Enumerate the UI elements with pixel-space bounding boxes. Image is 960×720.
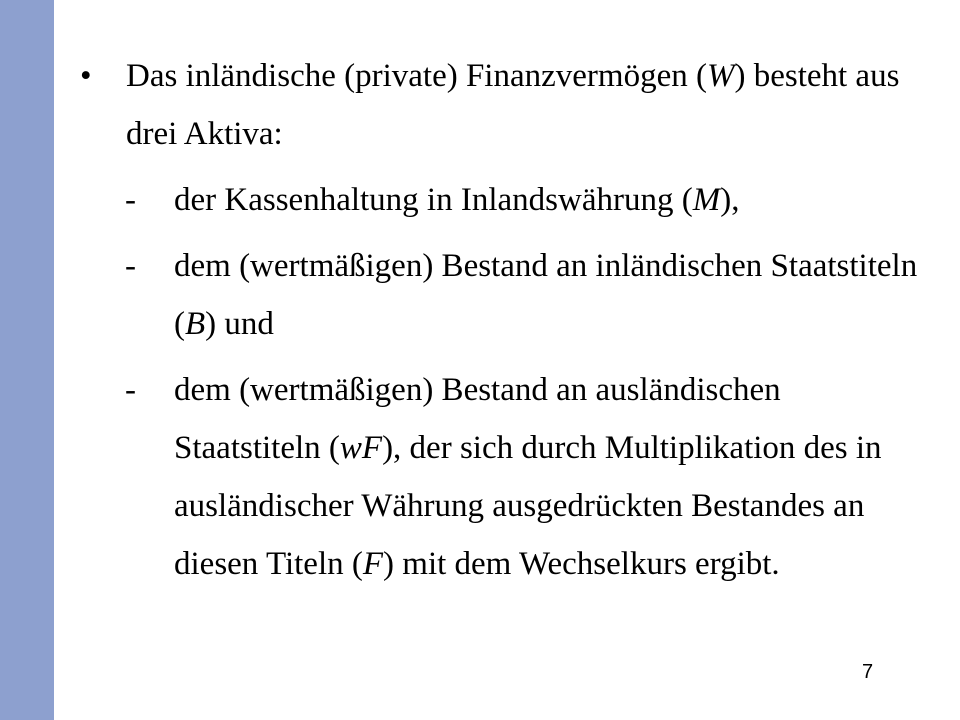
sub-item-cash [80,171,920,229]
sub-item-cash-text: der Kassenhaltung in Inlandswährung (M), [174,182,740,218]
symbol-m: M [692,182,721,218]
symbol-b: B [185,306,206,342]
main-bullet-text: Das inländische (private) Finanzvermögen (W) besteht aus drei Aktiva: [126,58,900,152]
page-number: 7 [862,661,874,683]
symbol-wf: wF [339,430,383,466]
slide-body [80,47,920,593]
dash-icon: - [125,182,136,218]
sub-item-domestic-bonds [80,237,920,353]
symbol-w: W [706,58,735,94]
sub-item-domestic-bonds-text: dem (wertmäßigen) Bestand an inländischen Staatstiteln (B) und [174,248,918,342]
main-bullet [80,47,920,163]
sub-item-foreign-bonds-text: dem (wertmäßigen) Bestand an ausländischen Staatstiteln (wF), der sich durch Multiplikation des in ausländischer Währung ausgedrückten Bestandes an diesen Titeln (F) mit dem Wechselkurs ergibt. [174,372,882,582]
bullet-icon: • [80,58,92,94]
left-accent-bar [0,0,54,720]
sub-item-foreign-bonds [80,361,920,593]
symbol-f: F [362,546,384,582]
dash-icon: - [125,372,136,408]
dash-icon: - [125,248,136,284]
